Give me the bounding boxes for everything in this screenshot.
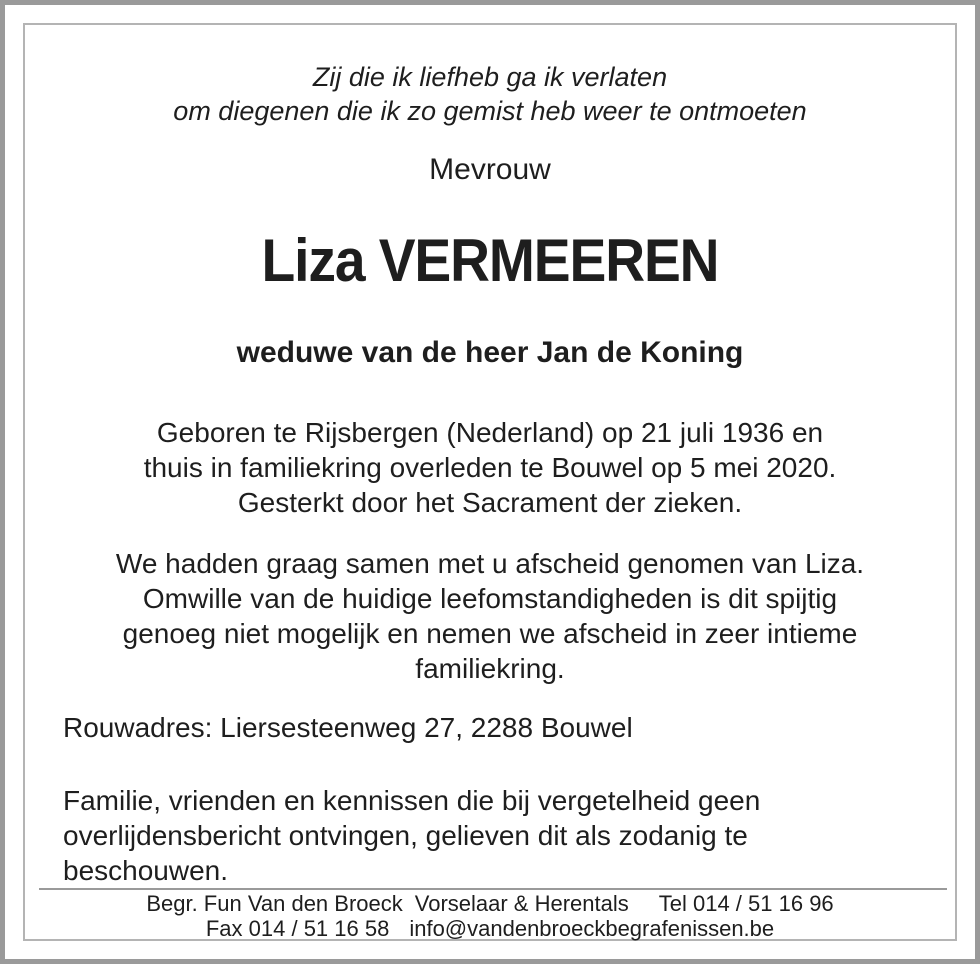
birth-death-paragraph bbox=[25, 415, 955, 520]
funeral-home-locations: Vorselaar & Herentals bbox=[414, 891, 629, 916]
paragraph-line: beschouwen. bbox=[63, 855, 229, 886]
paragraph-line: overlijdensbericht ontvingen, gelieven dit als zodanig te bbox=[63, 820, 748, 851]
paragraph-line: Omwille van de huidige leefomstandigheden is dit spijtig bbox=[142, 583, 838, 614]
paragraph-line: familiekring. bbox=[415, 653, 565, 684]
paragraph-line: Familie, vrienden en kennissen die bij vergetelheid geen bbox=[63, 785, 761, 816]
funeral-home-email[interactable]: info@vandenbroeckbegrafenissen.be bbox=[409, 916, 775, 941]
spouse-line: weduwe van de heer Jan de Koning bbox=[236, 336, 744, 369]
paragraph-line: We hadden graag samen met u afscheid genomen van Liza. bbox=[115, 548, 865, 579]
funeral-home-name: Begr. Fun Van den Broeck bbox=[146, 891, 403, 916]
footer-line bbox=[25, 891, 955, 916]
footer-divider bbox=[39, 888, 947, 890]
funeral-home-fax: Fax 014 / 51 16 58 bbox=[205, 916, 390, 941]
funeral-home-footer bbox=[25, 891, 955, 941]
farewell-paragraph bbox=[25, 546, 955, 686]
funeral-home-phone: Tel 014 / 51 16 96 bbox=[658, 891, 834, 916]
motto-line: Zij die ik liefheb ga ik verlaten bbox=[312, 62, 668, 92]
paragraph-line: genoeg niet mogelijk en nemen we afscheid in zeer intieme bbox=[122, 618, 858, 649]
footer-line bbox=[25, 916, 955, 941]
paragraph-line: Gesterkt door het Sacrament der zieken. bbox=[237, 487, 743, 518]
motto-line: om diegenen die ik zo gemist heb weer te ontmoeten bbox=[173, 96, 807, 126]
paragraph-line: Geboren te Rijsbergen (Nederland) op 21 juli 1936 en bbox=[156, 417, 824, 448]
deceased-name: Liza VERMEEREN bbox=[261, 227, 719, 294]
family-notice bbox=[63, 783, 925, 888]
paragraph-line: thuis in familiekring overleden te Bouwel op 5 mei 2020. bbox=[143, 452, 837, 483]
notice-frame bbox=[23, 23, 957, 941]
motto bbox=[25, 60, 955, 128]
mourning-address: Rouwadres: Liersesteenweg 27, 2288 Bouwel bbox=[63, 712, 633, 743]
salutation: Mevrouw bbox=[429, 153, 551, 186]
